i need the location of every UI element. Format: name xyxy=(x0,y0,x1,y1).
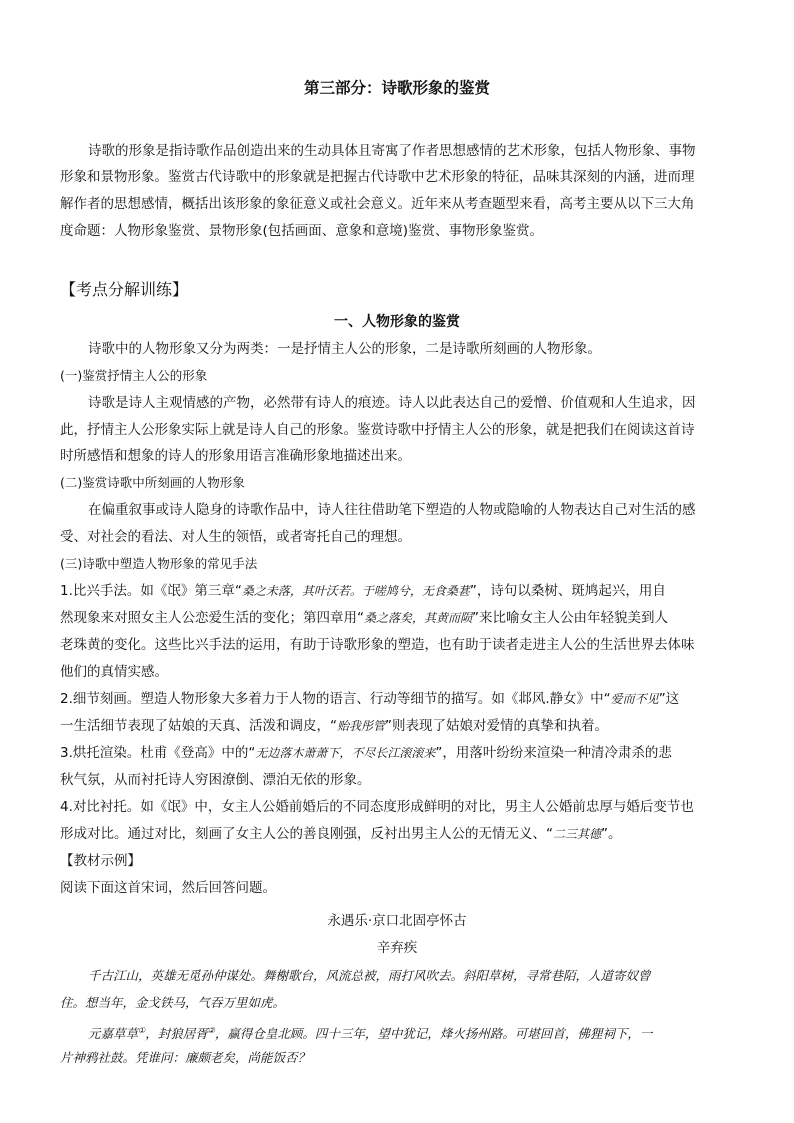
quote: 爱而不见 xyxy=(610,692,659,706)
text: 3.烘托渲染。杜甫《登高》中的“ xyxy=(60,745,256,761)
quote: 无边落木萧萧下，不尽长江滚滚来 xyxy=(255,746,436,760)
method-line xyxy=(60,716,740,736)
poem-line xyxy=(88,1021,740,1044)
text: ”这 xyxy=(658,691,680,707)
method-line xyxy=(60,689,740,709)
intro-line: 诗歌的形象是指诗歌作品创造出来的生动具体且寄寓了作者思想感情的艺术形象，包括人物形象、事物 xyxy=(88,143,696,159)
method-line xyxy=(60,743,740,763)
footnote-marker: ② xyxy=(207,1026,215,1035)
quote: 二三其德 xyxy=(553,827,602,841)
text: ，赢得仓皇北顾。四十三年，望中犹记，烽火扬州路。可堪回首，佛狸祠下，一 xyxy=(214,1026,653,1042)
poem-line: 千古江山，英雄无觅孙仲谋处。舞榭歌台，风流总被，雨打风吹去。斜阳草树，寻常巷陌，人道寄奴曾 xyxy=(88,968,651,983)
paragraph-line: 诗歌中的人物形象又分为两类：一是抒情主人公的形象，二是诗歌所刻画的人物形象。 xyxy=(88,341,601,357)
subsection-heading: (一)鉴赏抒情主人公的形象 xyxy=(60,368,208,383)
paragraph-line: 时所感悟和想象的诗人的形象用语言准确形象地描述出来。 xyxy=(60,448,411,464)
method-line: 4.对比衬托。如《氓》中，女主人公婚前婚后的不同态度形成鲜明的对比，男主人公婚前忠厚与婚后变节也 xyxy=(60,799,694,815)
text: 1.比兴手法。如《氓》第三章“ xyxy=(60,583,242,599)
method-line: 他们的真情实感。 xyxy=(60,664,168,680)
intro-line: 形象和景物形象。鉴赏古代诗歌中的形象就是把握古代诗歌中艺术形象的特征，品味其深刻的内涵，进而理 xyxy=(60,169,695,185)
text: ”则表现了姑娘对爱情的真挚和执着。 xyxy=(385,718,609,734)
paragraph-line: 诗歌是诗人主观情感的产物，必然带有诗人的痕迹。诗人以此表达自己的爱憎、价值观和人生追求，因 xyxy=(88,395,696,411)
poem-line: 住。想当年，金戈铁马，气吞万里如虎。 xyxy=(60,995,286,1010)
text: ，封狼居胥 xyxy=(145,1026,208,1042)
method-line: 秋气氛，从而衬托诗人穷困潦倒、漂泊无依的形象。 xyxy=(60,772,371,788)
quote: 桑之未落，其叶沃若。于嗟鸠兮，无食桑葚 xyxy=(241,584,470,598)
paragraph-line: 在偏重叙事或诗人隐身的诗歌作品中，诗人往往借助笔下塑造的人物或隐喻的人物表达自己对生活的感 xyxy=(88,502,696,518)
text: ”，诗句以桑树、斑鸠起兴，用自 xyxy=(469,583,666,599)
method-line xyxy=(60,824,740,844)
text: ”来比喻女主人公由年轻貌美到人 xyxy=(472,610,669,626)
intro-line: 解作者的思想感情，概括出该形象的象征意义或社会意义。近年来从考查题型来看，高考主要从以下三大角 xyxy=(60,196,695,212)
text: 一生活细节表现了姑娘的天真、活泼和调皮，“ xyxy=(60,718,337,734)
example-heading: 【教材示例】 xyxy=(60,853,141,869)
method-line xyxy=(60,581,740,601)
text: 元嘉草草 xyxy=(88,1026,139,1042)
subsection-heading: (三)诗歌中塑造人物形象的常见手法 xyxy=(60,556,258,571)
text: 然现象来对照女主人公恋爱生活的变化；第四章用“ xyxy=(60,610,364,626)
method-line xyxy=(60,608,740,628)
poem-title: 永遇乐·京口北固亭怀古 xyxy=(327,913,467,929)
subheading: 一、人物形象的鉴赏 xyxy=(334,314,460,330)
instruction: 阅读下面这首宋词，然后回答问题。 xyxy=(60,880,276,896)
paragraph-line: 受、对社会的看法、对人生的领悟，或者寄托自己的理想。 xyxy=(60,529,411,545)
text: 2.细节刻画。塑造人物形象大多着力于人物的语言、行动等细节的描写。如《邶风.静女》中“ xyxy=(60,691,611,707)
text: ”，用落叶纷纷来渲染一种清冷肃杀的悲 xyxy=(435,745,672,761)
paragraph-line: 此，抒情主人公形象实际上就是诗人自己的形象。鉴赏诗歌中抒情主人公的形象，就是把我们在阅读这首诗 xyxy=(60,422,695,438)
quote: 桑之落矣，其黄而陨 xyxy=(364,611,473,625)
poem-line: 片神鸦社鼓。凭谁问：廉颇老矣，尚能饭否？ xyxy=(60,1050,311,1065)
page-title: 第三部分：诗歌形象的鉴赏 xyxy=(303,78,490,97)
subsection-heading: (二)鉴赏诗歌中所刻画的人物形象 xyxy=(60,475,245,490)
poem-author: 辛弃疾 xyxy=(376,940,418,956)
intro-line: 度命题：人物形象鉴赏、景物形象(包括画面、意象和意境)鉴赏、事物形象鉴赏。 xyxy=(60,223,544,239)
footnote-marker: ① xyxy=(138,1026,146,1035)
text: ”。 xyxy=(601,826,622,842)
text: 形成对比。通过对比，刻画了女主人公的善良刚强，反衬出男主人公的无情无义、“ xyxy=(60,826,553,842)
method-line: 老珠黄的变化。这些比兴手法的运用，有助于诗歌形象的塑造，也有助于读者走进主人公的生活世界去体味 xyxy=(60,637,695,653)
section-heading: 【考点分解训练】 xyxy=(60,280,189,299)
quote: 贻我彤管 xyxy=(337,719,386,733)
